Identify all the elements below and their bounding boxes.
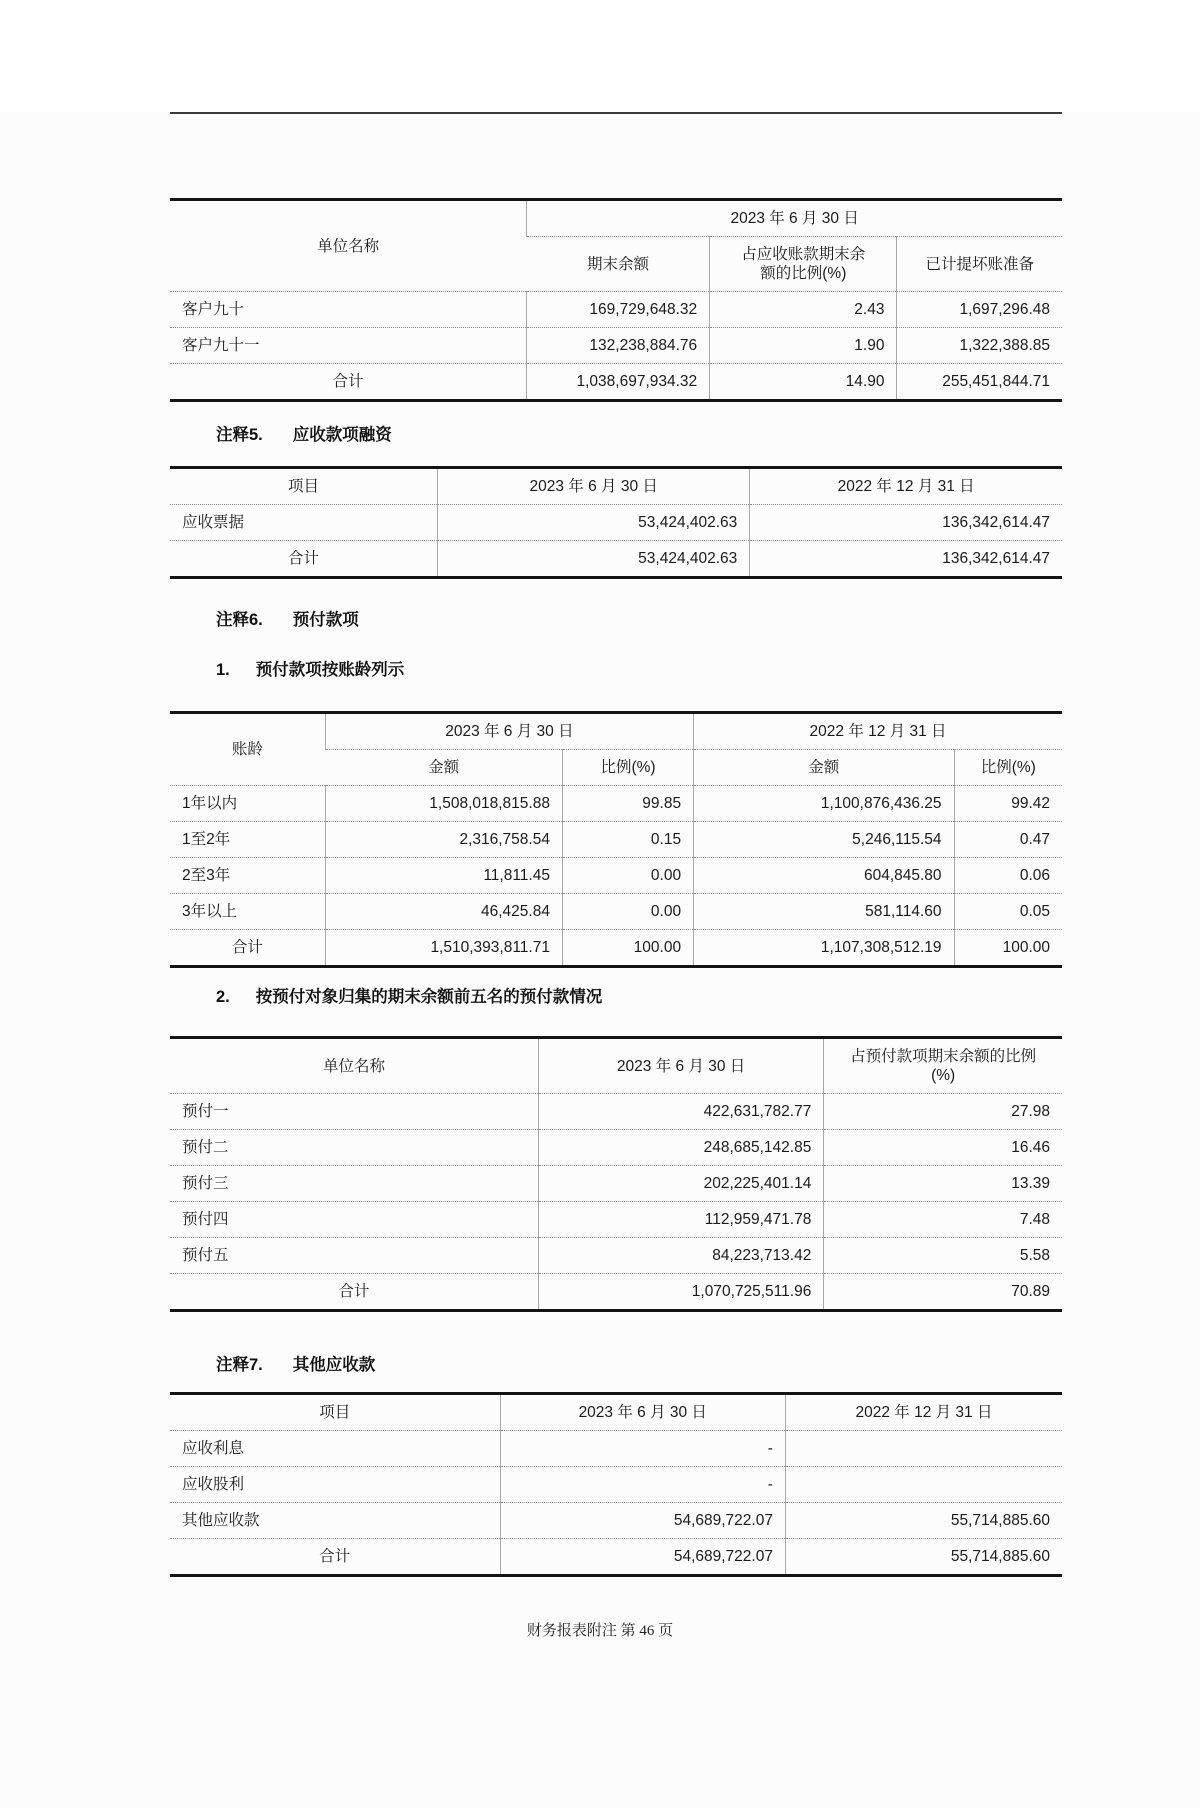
cell-ratio: 2.43: [710, 292, 897, 328]
table-row: [170, 786, 1062, 822]
cell-2022: [785, 1467, 1062, 1503]
table-row: [170, 1130, 1062, 1166]
row-label: 应收利息: [170, 1431, 500, 1467]
header-rule: [170, 112, 1062, 114]
column-header-aging: 账龄: [231, 741, 263, 758]
cell-ratio: 5.58: [824, 1238, 1062, 1274]
cell-ratio-2022: 100.00: [954, 930, 1062, 967]
column-header-2022: 2022 年 12 月 31 日: [785, 1394, 1062, 1431]
date-span-header: 2023 年 6 月 30 日: [527, 200, 1062, 237]
header-row: [170, 1394, 1062, 1431]
total-label: 合计: [170, 364, 527, 401]
total-label: 合计: [170, 1274, 538, 1311]
cell-amount-2023: 2,316,758.54: [325, 822, 562, 858]
cell-2022: 55,714,885.60: [785, 1503, 1062, 1539]
note5-title: 应收款项融资: [292, 426, 392, 444]
receivables-financing-table: [170, 466, 1062, 579]
row-label: 预付三: [170, 1166, 538, 1202]
cell-ratio-2023: 0.15: [562, 822, 693, 858]
note6-sub2-label: 2.: [216, 988, 230, 1006]
prepayments-aging-table: [170, 711, 1062, 968]
note7-heading: [170, 1354, 1062, 1376]
page-footer: 财务报表附注 第 46 页: [526, 1623, 674, 1639]
total-row: [170, 1274, 1062, 1311]
cell-ratio-2023: 0.00: [562, 858, 693, 894]
cell-ratio: 14.90: [710, 364, 897, 401]
cell-2023: 84,223,713.42: [538, 1238, 823, 1274]
note5-heading: [170, 424, 1062, 446]
table-row: [170, 894, 1062, 930]
note6-sub1-heading: [170, 659, 1062, 681]
cell-2023: 54,689,722.07: [500, 1539, 785, 1576]
note6-heading: [170, 609, 1062, 631]
other-receivables-table: [170, 1392, 1062, 1577]
table-row: [170, 292, 1062, 328]
cell-balance: 1,038,697,934.32: [527, 364, 710, 401]
header-row: [170, 1038, 1062, 1094]
column-header-2023: 2023 年 6 月 30 日: [538, 1038, 823, 1094]
row-label: 2至3年: [170, 858, 325, 894]
customers-table: [170, 198, 1062, 402]
prepayments-top5-table: [170, 1036, 1062, 1312]
cell-ratio-2022: 0.05: [954, 894, 1062, 930]
cell-2022: 55,714,885.60: [785, 1539, 1062, 1576]
cell-2022: 136,342,614.47: [750, 505, 1062, 541]
table-row: [170, 858, 1062, 894]
cell-amount-2022: 1,107,308,512.19: [694, 930, 954, 967]
table-row: [170, 1503, 1062, 1539]
cell-amount-2023: 1,510,393,811.71: [325, 930, 562, 967]
cell-ratio: 27.98: [824, 1094, 1062, 1130]
cell-ratio: 13.39: [824, 1166, 1062, 1202]
cell-2023: -: [500, 1467, 785, 1503]
cell-amount-2023: 46,425.84: [325, 894, 562, 930]
column-header-name: 单位名称: [317, 237, 380, 255]
row-label: 3年以上: [170, 894, 325, 930]
financial-notes-page: [0, 112, 1200, 1808]
note5-label: 注释5.: [216, 426, 263, 444]
row-label: 应收票据: [170, 505, 438, 541]
cell-amount-2023: 11,811.45: [325, 858, 562, 894]
column-header-2023: 2023 年 6 月 30 日: [438, 468, 750, 505]
column-header-item: 项目: [288, 478, 320, 495]
column-header-bad-debt: 已计提坏账准备: [897, 237, 1062, 292]
cell-balance: 132,238,884.76: [527, 328, 710, 364]
cell-2023: 112,959,471.78: [538, 1202, 823, 1238]
row-label: 预付四: [170, 1202, 538, 1238]
total-row: [170, 364, 1062, 401]
total-label: 合计: [170, 930, 325, 967]
row-label: 预付一: [170, 1094, 538, 1130]
cell-ratio: 1.90: [710, 328, 897, 364]
column-header-ratio: 占预付款项期末余额的比例 (%): [824, 1038, 1062, 1094]
page-content: [0, 112, 1200, 1577]
cell-amount-2022: 604,845.80: [694, 858, 954, 894]
row-label: 预付五: [170, 1238, 538, 1274]
note6-label: 注释6.: [216, 611, 263, 629]
row-label: 其他应收款: [170, 1503, 500, 1539]
row-label: 1至2年: [170, 822, 325, 858]
row-label: 1年以内: [170, 786, 325, 822]
row-label: 客户九十: [170, 292, 527, 328]
cell-2023: 53,424,402.63: [438, 541, 750, 578]
cell-ratio-2022: 0.47: [954, 822, 1062, 858]
cell-2022: [785, 1431, 1062, 1467]
total-row: [170, 1539, 1062, 1576]
cell-ratio: 16.46: [824, 1130, 1062, 1166]
cell-ratio-2023: 0.00: [562, 894, 693, 930]
table-row: [170, 505, 1062, 541]
note6-sub1-title: 预付款项按账龄列示: [255, 661, 405, 679]
table-row: [170, 1094, 1062, 1130]
cell-2023: 202,225,401.14: [538, 1166, 823, 1202]
table-row: [170, 1166, 1062, 1202]
note6-sub2-heading: [170, 986, 1062, 1008]
column-header-amount-2022: 金额: [694, 750, 954, 786]
table-row: [170, 1202, 1062, 1238]
cell-ratio: 7.48: [824, 1202, 1062, 1238]
table-row: [170, 1431, 1062, 1467]
total-row: [170, 930, 1062, 967]
cell-amount-2022: 5,246,115.54: [694, 822, 954, 858]
note7-label: 注释7.: [216, 1356, 263, 1374]
table-row: [170, 822, 1062, 858]
total-row: [170, 541, 1062, 578]
header-row: [170, 713, 1062, 750]
cell-2022: 136,342,614.47: [750, 541, 1062, 578]
cell-amount-2022: 1,100,876,436.25: [694, 786, 954, 822]
note6-sub1-label: 1.: [216, 661, 230, 679]
date-span-header-2023: 2023 年 6 月 30 日: [325, 713, 693, 750]
row-label: 应收股利: [170, 1467, 500, 1503]
header-row: [170, 468, 1062, 505]
cell-2023: 1,070,725,511.96: [538, 1274, 823, 1311]
cell-2023: 53,424,402.63: [438, 505, 750, 541]
table-row: [170, 328, 1062, 364]
note7-title: 其他应收款: [292, 1356, 376, 1374]
cell-ratio-2022: 0.06: [954, 858, 1062, 894]
note6-sub2-title: 按预付对象归集的期末余额前五名的预付款情况: [255, 988, 603, 1006]
cell-balance: 169,729,648.32: [527, 292, 710, 328]
column-header-item: 项目: [319, 1404, 351, 1421]
column-header-2022: 2022 年 12 月 31 日: [750, 468, 1062, 505]
column-header-balance: 期末余额: [527, 237, 710, 292]
date-span-header-2022: 2022 年 12 月 31 日: [694, 713, 1062, 750]
cell-amount-2022: 581,114.60: [694, 894, 954, 930]
cell-2023: 54,689,722.07: [500, 1503, 785, 1539]
cell-bad-debt: 255,451,844.71: [897, 364, 1062, 401]
table-row: [170, 1238, 1062, 1274]
row-label: 客户九十一: [170, 328, 527, 364]
cell-ratio-2023: 99.85: [562, 786, 693, 822]
table-row: [170, 1467, 1062, 1503]
cell-bad-debt: 1,322,388.85: [897, 328, 1062, 364]
column-header-name: 单位名称: [322, 1057, 385, 1075]
column-header-ratio-2023: 比例(%): [562, 750, 693, 786]
cell-ratio-2023: 100.00: [562, 930, 693, 967]
column-header-ratio: 占应收账款期末余 额的比例(%): [710, 237, 897, 292]
cell-2023: 422,631,782.77: [538, 1094, 823, 1130]
cell-ratio-2022: 99.42: [954, 786, 1062, 822]
cell-ratio: 70.89: [824, 1274, 1062, 1311]
cell-2023: -: [500, 1431, 785, 1467]
column-header-amount-2023: 金额: [325, 750, 562, 786]
cell-amount-2023: 1,508,018,815.88: [325, 786, 562, 822]
column-header-ratio-2022: 比例(%): [954, 750, 1062, 786]
header-row: [170, 200, 1062, 237]
column-header-2023: 2023 年 6 月 30 日: [500, 1394, 785, 1431]
cell-bad-debt: 1,697,296.48: [897, 292, 1062, 328]
total-label: 合计: [170, 1539, 500, 1576]
note6-title: 预付款项: [292, 611, 359, 629]
cell-2023: 248,685,142.85: [538, 1130, 823, 1166]
row-label: 预付二: [170, 1130, 538, 1166]
total-label: 合计: [170, 541, 438, 578]
